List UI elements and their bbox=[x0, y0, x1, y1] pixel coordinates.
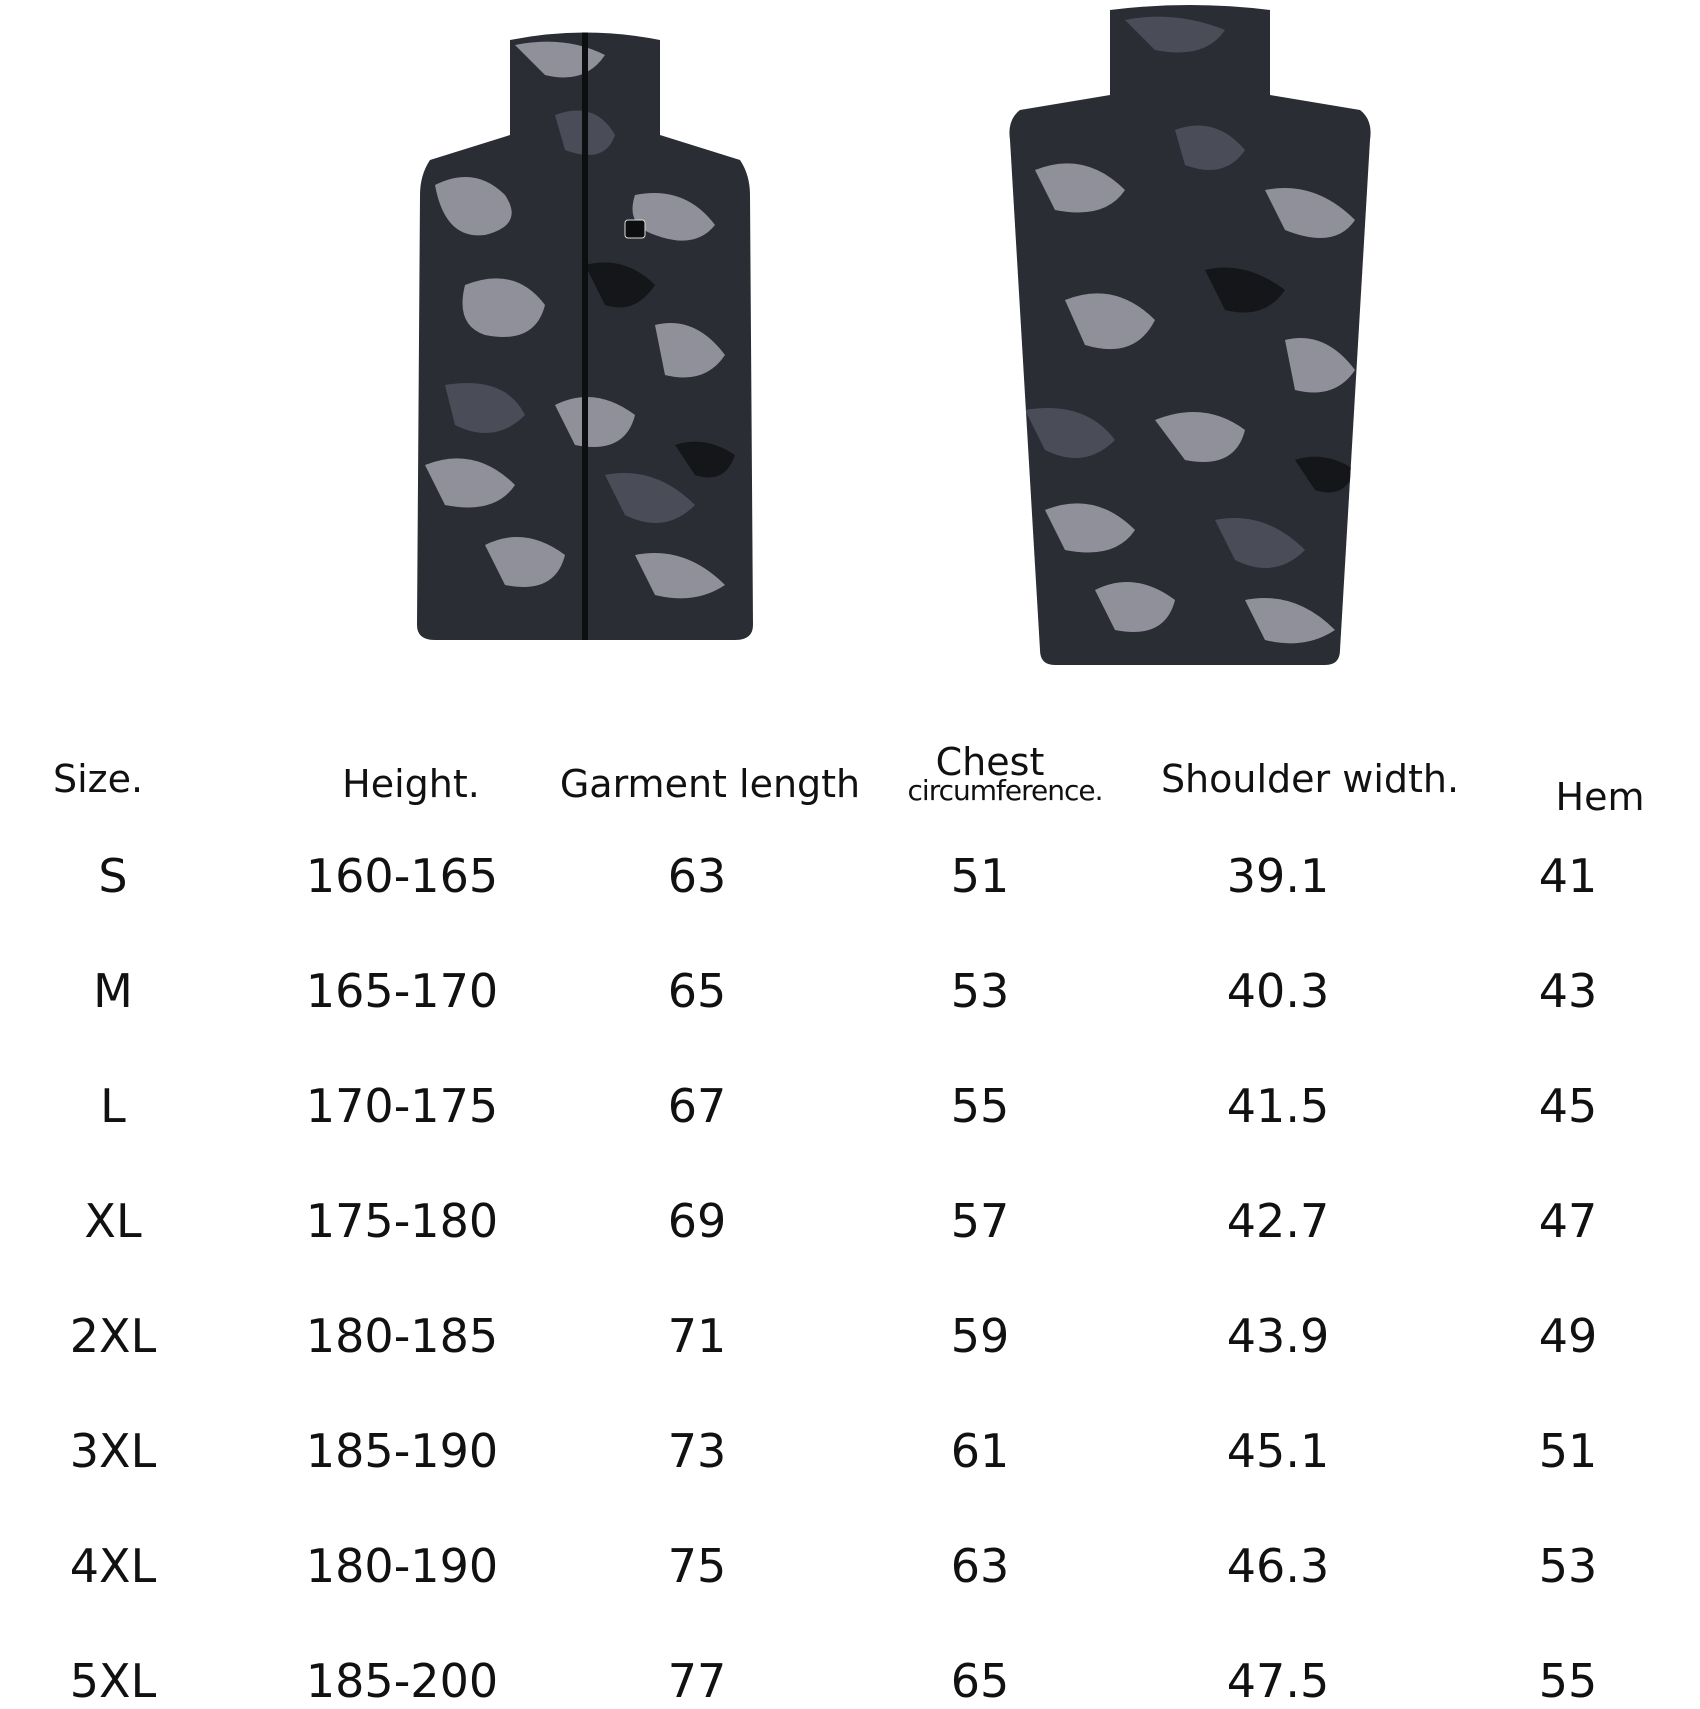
cell-hem: 45 bbox=[1538, 1079, 1598, 1133]
cell-height: 185-190 bbox=[305, 1424, 499, 1478]
cell-garment-length: 67 bbox=[667, 1079, 727, 1133]
cell-height: 185-200 bbox=[305, 1654, 499, 1708]
cell-height: 180-185 bbox=[305, 1309, 499, 1363]
header-shoulder-width: Shoulder width. bbox=[1160, 757, 1460, 801]
cell-hem: 41 bbox=[1538, 849, 1598, 903]
header-chest-line2: circumference. bbox=[907, 774, 1103, 807]
cell-size: S bbox=[98, 849, 128, 903]
cell-chest: 65 bbox=[950, 1654, 1010, 1708]
cell-garment-length: 71 bbox=[667, 1309, 727, 1363]
cell-shoulder: 39.1 bbox=[1226, 849, 1330, 903]
cell-size: M bbox=[93, 964, 133, 1018]
cell-shoulder: 42.7 bbox=[1226, 1194, 1330, 1248]
cell-shoulder: 41.5 bbox=[1226, 1079, 1330, 1133]
cell-size: XL bbox=[84, 1194, 142, 1248]
cell-shoulder: 47.5 bbox=[1226, 1654, 1330, 1708]
cell-shoulder: 43.9 bbox=[1226, 1309, 1330, 1363]
vest-front-image bbox=[405, 25, 765, 650]
cell-chest: 61 bbox=[950, 1424, 1010, 1478]
cell-hem: 49 bbox=[1538, 1309, 1598, 1363]
cell-size: 2XL bbox=[69, 1309, 157, 1363]
cell-height: 175-180 bbox=[305, 1194, 499, 1248]
cell-hem: 47 bbox=[1538, 1194, 1598, 1248]
cell-size: L bbox=[100, 1079, 126, 1133]
cell-chest: 53 bbox=[950, 964, 1010, 1018]
cell-chest: 59 bbox=[950, 1309, 1010, 1363]
cell-shoulder: 40.3 bbox=[1226, 964, 1330, 1018]
cell-height: 180-190 bbox=[305, 1539, 499, 1593]
cell-height: 170-175 bbox=[305, 1079, 499, 1133]
cell-size: 3XL bbox=[69, 1424, 157, 1478]
cell-height: 160-165 bbox=[305, 849, 499, 903]
cell-garment-length: 77 bbox=[667, 1654, 727, 1708]
cell-garment-length: 73 bbox=[667, 1424, 727, 1478]
cell-shoulder: 45.1 bbox=[1226, 1424, 1330, 1478]
cell-garment-length: 63 bbox=[667, 849, 727, 903]
cell-chest: 63 bbox=[950, 1539, 1010, 1593]
cell-hem: 55 bbox=[1538, 1654, 1598, 1708]
header-hem: Hem bbox=[1555, 775, 1645, 819]
header-chest-line1: Chest bbox=[935, 740, 1045, 784]
cell-height: 165-170 bbox=[305, 964, 499, 1018]
header-garment-length: Garment length bbox=[559, 762, 861, 806]
cell-hem: 43 bbox=[1538, 964, 1598, 1018]
cell-chest: 51 bbox=[950, 849, 1010, 903]
cell-size: 4XL bbox=[69, 1539, 157, 1593]
vest-back-image bbox=[995, 0, 1385, 690]
header-height: Height. bbox=[342, 762, 480, 806]
cell-size: 5XL bbox=[69, 1654, 157, 1708]
cell-garment-length: 65 bbox=[667, 964, 727, 1018]
header-size: Size. bbox=[52, 757, 144, 801]
cell-garment-length: 75 bbox=[667, 1539, 727, 1593]
cell-garment-length: 69 bbox=[667, 1194, 727, 1248]
cell-chest: 55 bbox=[950, 1079, 1010, 1133]
cell-hem: 53 bbox=[1538, 1539, 1598, 1593]
cell-chest: 57 bbox=[950, 1194, 1010, 1248]
cell-hem: 51 bbox=[1538, 1424, 1598, 1478]
cell-shoulder: 46.3 bbox=[1226, 1539, 1330, 1593]
